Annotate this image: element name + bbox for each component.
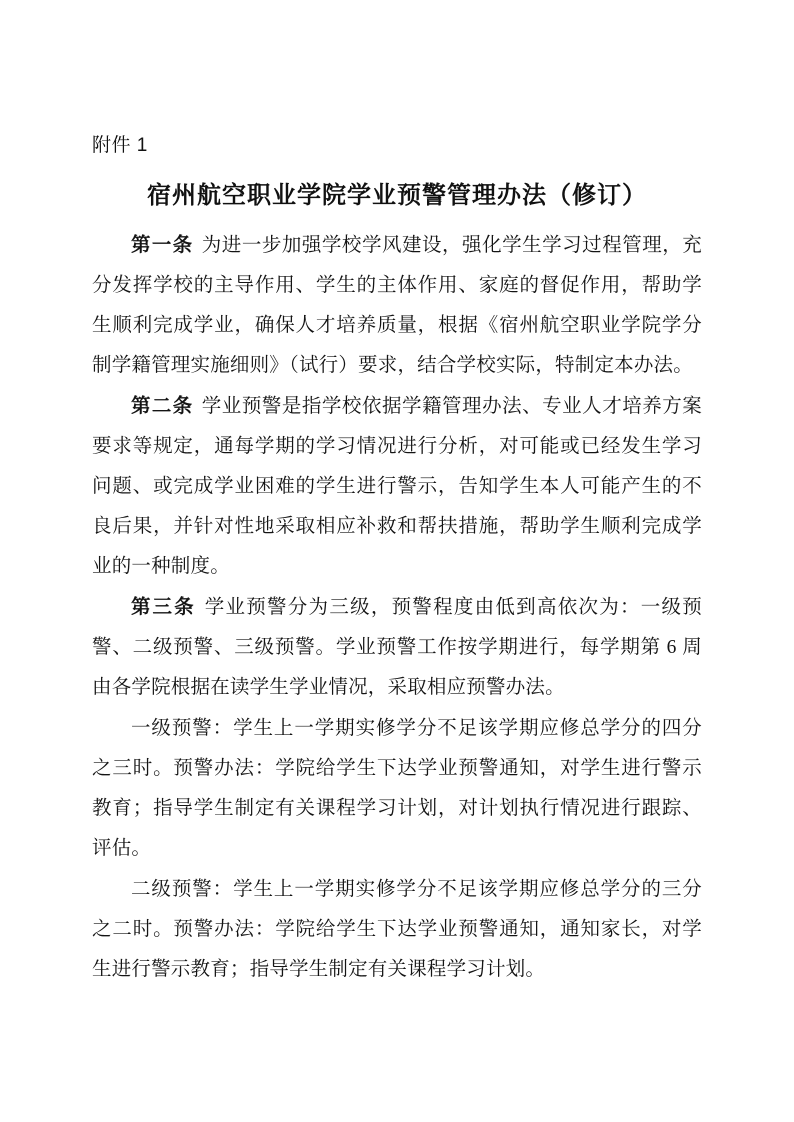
document-body: [92, 226, 702, 990]
paragraph: [92, 870, 702, 990]
article-number: 第一条: [131, 234, 194, 256]
paragraph: [92, 709, 702, 869]
attachment-label: 附件 1: [92, 135, 148, 156]
paragraph-text: 学业预警是指学校依据学籍管理办法、专业人才培养方案要求等规定，通每学期的学习情况进行分析，对可能或已经发生学习问题、或完成学业困难的学生进行警示，告知学生本人可能产生的不良后果，并针对性地采取相应补救和帮扶措施，帮助学生顺利完成学业的一种制度。: [92, 395, 702, 577]
article-number: 第三条: [131, 596, 196, 618]
article-number: 第二条: [131, 395, 194, 417]
page-title: 宿州航空职业学院学业预警管理办法（修订）: [147, 181, 647, 209]
paragraph-text: 为进一步加强学校学风建设，强化学生学习过程管理，充分发挥学校的主导作用、学生的主体作用、家庭的督促作用，帮助学生顺利完成学业，确保人才培养质量，根据《宿州航空职业学院学分制学籍管理实施细则》（试行）要求，结合学校实际，特制定本办法。: [92, 234, 702, 376]
paragraph: [92, 588, 702, 708]
paragraph: [92, 387, 702, 587]
paragraph-text: 学业预警分为三级，预警程度由低到高依次为：一级预警、二级预警、三级预警。学业预警工作按学期进行，每学期第 6 周由各学院根据在读学生学业情况，采取相应预警办法。: [92, 596, 702, 698]
paragraph-text: 二级预警：学生上一学期实修学分不足该学期应修总学分的三分之二时。预警办法：学院给学生下达学业预警通知，通知家长，对学生进行警示教育；指导学生制定有关课程学习计划。: [92, 878, 702, 980]
paragraph: [92, 226, 702, 386]
paragraph-text: 一级预警：学生上一学期实修学分不足该学期应修总学分的四分之三时。预警办法：学院给学生下达学业预警通知，对学生进行警示教育；指导学生制定有关课程学习计划，对计划执行情况进行跟踪、评估。: [92, 717, 702, 859]
